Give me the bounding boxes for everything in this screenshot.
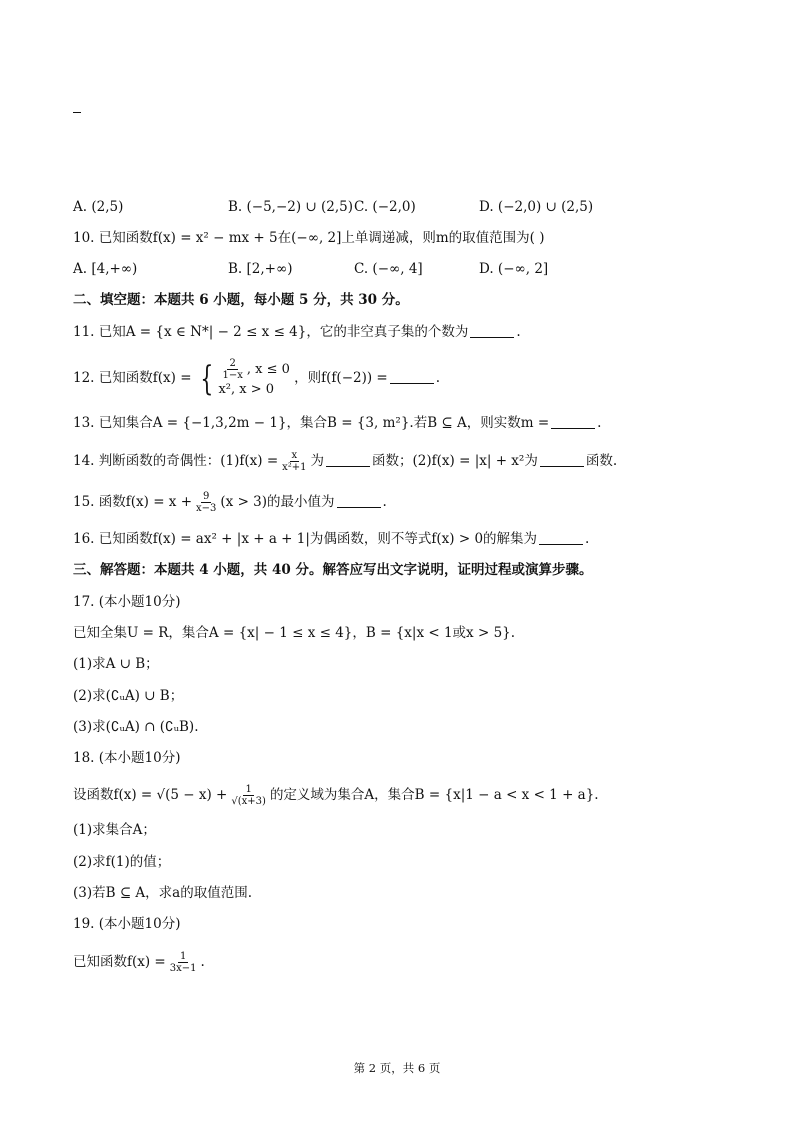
q12-cases [218,358,289,399]
q17-stem: 已知全集U = R，集合A = {x| − 1 ≤ x ≤ 4}，B = {x|x < 1或x > 5}. [73,625,516,641]
q12-fraction [220,358,244,381]
q14-mid1: 为 [310,453,325,469]
q12-text: 12. 已知函数f(x) = [73,370,192,386]
q12-frac-num: 2 [229,358,236,369]
q18-stem [73,784,599,807]
q18-part-1: (1)求集合A； [73,822,156,838]
q12-piecewise [196,358,290,399]
section2-heading: 二、填空题：本题共 6 小题，每小题 5 分，共 30 分。 [73,292,409,308]
q12-end: . [435,370,441,386]
q9-option-b: B. (−5,−2) ∪ (2,5) [228,199,354,215]
q14-mid2: 函数；(2)f(x) = |x| + x²为 [372,453,538,469]
q12-case-1-cond: , x ≤ 0 [246,362,290,377]
q18-stem-pre: 设函数f(x) = √(5 − x) + [73,787,228,803]
q13 [73,413,601,433]
q10-stem: 10. 已知函数f(x) = x² − mx + 5在(−∞, 2]上单调递减，则m的取值范围为( ) [73,230,545,246]
q15-mid: (x > 3)的最小值为 [220,494,335,510]
q19-stem-pre: 已知函数f(x) = [73,954,166,970]
q10-option-d: D. (−∞, 2] [479,261,549,277]
q12-answer-blank[interactable] [390,369,434,384]
q15-text: 15. 函数f(x) = x + [73,494,193,510]
q11-answer-blank[interactable] [470,323,514,338]
q11 [73,322,521,342]
q12-frac-den: 1−x [222,370,243,381]
q19-frac-num: 1 [179,951,187,962]
q16 [73,529,589,549]
q19-title: 19. (本小题10分) [73,916,181,932]
q10-option-b: B. [2,+∞) [228,261,293,277]
q19-stem [73,951,205,974]
q14-answer-blank-1[interactable] [326,452,370,467]
q17-part-3: (3)求(∁ᵤA) ∩ (∁ᵤB). [73,719,199,735]
page-footer: 第 2 页，共 6 页 [353,1061,441,1075]
brace-symbol: { [200,358,214,399]
q19-fraction [168,951,199,974]
q10-option-a: A. [4,+∞) [73,261,138,277]
q16-end: . [585,531,590,547]
q15-frac-num: 9 [203,491,210,502]
q11-text: 11. 已知A = {x ∈ N*| − 2 ≤ x ≤ 4}，它的非空真子集的个数为 [73,324,469,340]
q12-case-1 [218,358,289,381]
q12-case-2: x², x > 0 [218,382,275,397]
q18-fraction [229,784,268,807]
q14-frac-den: x²+1 [282,462,307,473]
q9-option-c: C. (−2,0) [354,199,416,215]
q14-answer-blank-2[interactable] [540,452,584,467]
q14-end: 函数. [585,453,618,469]
section3-heading: 三、解答题：本题共 4 小题，共 40 分。解答应写出文字说明，证明过程或演算步骤。 [73,562,593,578]
q9-option-d: D. (−2,0) ∪ (2,5) [479,199,594,215]
q12-mid: ，则f(f(−2)) = [294,370,388,386]
q14 [73,450,617,473]
q18-title: 18. (本小题10分) [73,750,181,766]
q14-fraction [280,450,308,473]
top-dash [73,112,81,113]
q14-text: 14. 判断函数的奇偶性：(1)f(x) = [73,453,279,469]
q18-part-3: (3)若B ⊆ A，求a的取值范围. [73,885,253,901]
q18-frac-num: 1 [245,784,252,795]
q17-part-1: (1)求A ∪ B； [73,656,159,672]
q13-text: 13. 已知集合A = {−1,3,2m − 1}，集合B = {3, m²}.若B ⊆ A，则实数m = [73,415,550,431]
q12 [73,358,440,399]
q15-fraction [194,491,218,514]
q9-option-a: A. (2,5) [73,199,124,215]
q15 [73,491,387,514]
q13-end: . [597,415,602,431]
q16-answer-blank[interactable] [539,530,583,545]
q18-stem-post: 的定义域为集合A，集合B = {x|1 − a < x < 1 + a}. [269,787,599,803]
q18-part-2: (2)求f(1)的值； [73,854,171,870]
q15-answer-blank[interactable] [337,493,381,508]
q17-title: 17. (本小题10分) [73,594,181,610]
q18-frac-den: √(x+3) [231,796,266,807]
q14-frac-num: x [291,450,298,461]
q10-option-c: C. (−∞, 4] [354,261,423,277]
q11-end: . [516,324,521,340]
q16-text: 16. 已知函数f(x) = ax² + |x + a + 1|为偶函数，则不等式f(x) > 0的解集为 [73,531,538,547]
q15-end: . [382,494,387,510]
q19-frac-den: 3x−1 [169,963,197,974]
q17-part-2: (2)求(∁ᵤA) ∪ B； [73,688,184,704]
q15-frac-den: x−3 [196,503,217,514]
q19-stem-post: . [200,954,205,970]
q13-answer-blank[interactable] [551,414,595,429]
